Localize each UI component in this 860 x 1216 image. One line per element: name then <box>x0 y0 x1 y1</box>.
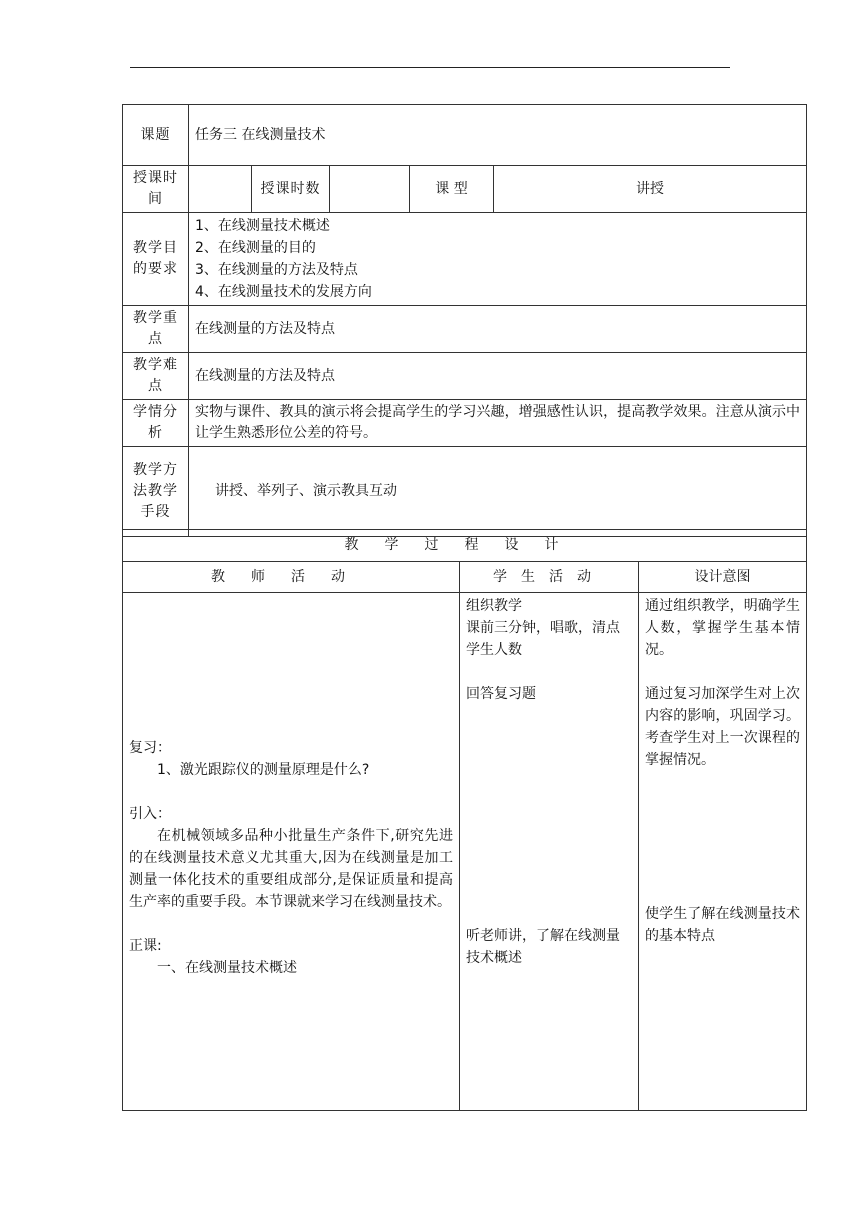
topic-label: 课题 <box>123 105 189 166</box>
objectives-row <box>123 213 807 306</box>
intro-heading: 引入： <box>129 806 171 822</box>
time-label: 授课时间 <box>123 166 189 213</box>
methods-value: 讲授、举列子、演示教具互动 <box>189 447 807 537</box>
objective-item: 2、在线测量的目的 <box>195 240 316 256</box>
objectives-list <box>189 213 807 306</box>
design-intent: 通过组织教学，明确学生人数，掌握学生基本情况。 <box>645 598 801 658</box>
key-points-value: 在线测量的方法及特点 <box>189 306 807 353</box>
hours-value <box>330 166 410 213</box>
topic-row <box>123 105 807 166</box>
column-header-student: 学生活动 <box>460 562 639 593</box>
hours-label: 授课时数 <box>252 166 330 213</box>
difficulties-label: 教学难点 <box>123 353 189 400</box>
main-heading: 正课: <box>129 938 162 954</box>
review-heading: 复习： <box>129 740 171 756</box>
schedule-row <box>123 166 807 213</box>
type-label: 课 型 <box>410 166 494 213</box>
spacer <box>466 661 632 683</box>
objective-item: 1、在线测量技术概述 <box>195 218 330 234</box>
key-points-row <box>123 306 807 353</box>
student-activity: 组织教学 <box>466 598 522 614</box>
design-intent: 使学生了解在线测量技术的基本特点 <box>645 906 801 944</box>
spacer <box>645 661 800 683</box>
difficulties-row <box>123 353 807 400</box>
key-points-label: 教学重点 <box>123 306 189 353</box>
header-rule <box>130 67 730 68</box>
time-value <box>189 166 252 213</box>
process-header-row <box>123 562 807 593</box>
spacer <box>129 913 453 935</box>
intro-text: 在机械领域多品种小批量生产条件下,研究先进的在线测量技术意义尤其重大,因为在线测量是加工测量一体化技术的重要组成部分,是保证质量和提高生产率的重要手段。本节课就来学习在线测量技术。 <box>129 828 453 910</box>
analysis-label: 学情分析 <box>123 400 189 447</box>
student-activity: 听老师讲，了解在线测量技术概述 <box>466 928 620 966</box>
objective-item: 3、在线测量的方法及特点 <box>195 262 358 278</box>
objectives-label: 教学目的要求 <box>123 213 189 306</box>
process-title-row <box>123 530 807 562</box>
methods-row <box>123 447 807 537</box>
column-header-intent: 设计意图 <box>639 562 807 593</box>
review-question: 1、激光跟踪仪的测量原理是什么? <box>157 762 370 778</box>
spacer <box>645 771 800 903</box>
design-intent: 通过复习加深学生对上次内容的影响，巩固学习。考查学生对上一次课程的掌握情况。 <box>645 686 801 768</box>
type-value: 讲授 <box>494 166 807 213</box>
teacher-activity-cell <box>123 593 460 1111</box>
process-table <box>122 529 807 1111</box>
student-activity: 课前三分钟，唱歌，清点学生人数 <box>466 620 620 658</box>
column-header-teacher: 教师活动 <box>123 562 460 593</box>
design-intent-cell <box>639 593 807 1111</box>
spacer <box>466 705 632 925</box>
main-item: 一、在线测量技术概述 <box>157 960 297 976</box>
spacer <box>129 781 453 803</box>
lesson-info-table <box>122 104 807 537</box>
analysis-value: 实物与课件、教具的演示将会提高学生的学习兴趣，增强感性认识，提高教学效果。注意从演示中让学生熟悉形位公差的符号。 <box>189 400 807 447</box>
process-body-row <box>123 593 807 1111</box>
student-activity-cell <box>460 593 639 1111</box>
objective-item: 4、在线测量技术的发展方向 <box>195 284 372 300</box>
topic-value: 任务三 在线测量技术 <box>189 105 807 166</box>
student-activity: 回答复习题 <box>466 686 536 702</box>
methods-label: 教学方法教学手段 <box>123 447 189 537</box>
analysis-row <box>123 400 807 447</box>
process-title: 教学过程设计 <box>123 530 807 562</box>
difficulties-value: 在线测量的方法及特点 <box>189 353 807 400</box>
